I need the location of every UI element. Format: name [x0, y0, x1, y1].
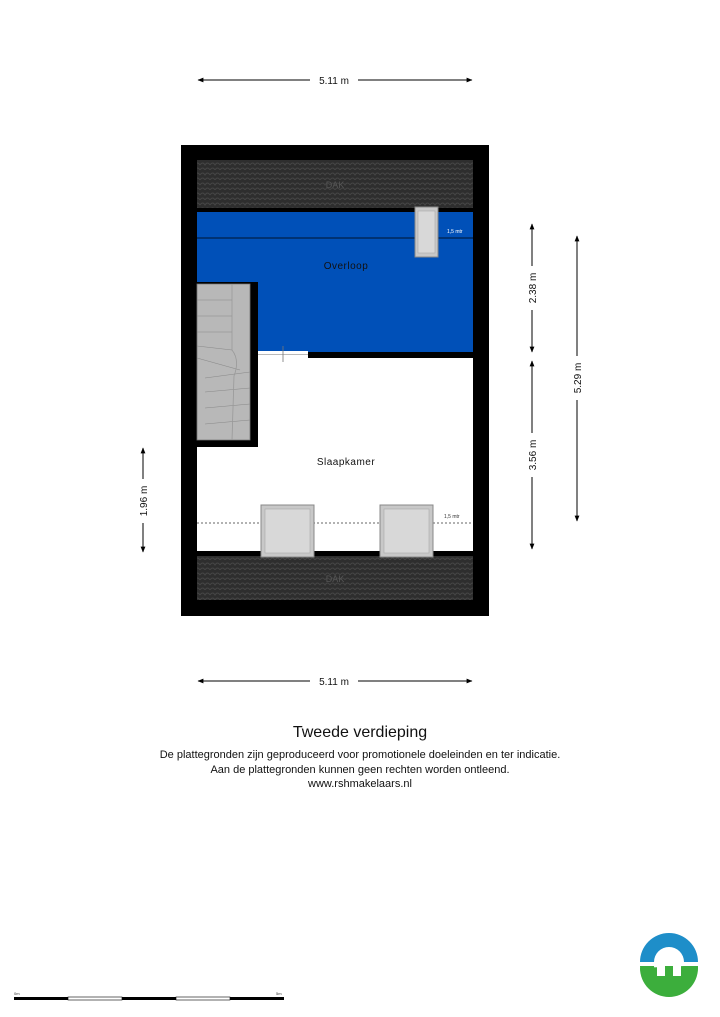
overloop-height-label: 1,5 mtr	[447, 229, 463, 235]
roof-label-bottom: DAK	[325, 574, 345, 584]
disclaimer-line-2: Aan de plattegronden kunnen geen rechten worden ontleend.	[210, 764, 510, 776]
scale-bar-end-label: 5m	[276, 991, 282, 996]
skylight-bedroom-left-pane	[265, 509, 310, 553]
dim-top-width-label: 5.11 m	[319, 76, 349, 87]
website-link[interactable]: www.rshmakelaars.nl	[308, 778, 412, 790]
dim-bottom-width-label: 5.11 m	[319, 677, 349, 688]
skylight-bedroom-right-pane	[384, 509, 429, 553]
house-logo-icon	[636, 932, 702, 998]
floor-title: Tweede verdieping	[292, 724, 428, 741]
dim-right-lower-label: 3.56 m	[528, 439, 539, 471]
scale-bar-start-label: 0m	[14, 991, 20, 996]
room-label-slaapkamer: Slaapkamer	[316, 457, 376, 468]
dim-right-upper-label: 2.38 m	[528, 272, 539, 304]
roof-label-top: DAK	[325, 180, 345, 190]
dim-left-height-label: 1.96 m	[139, 485, 150, 517]
scale-bar	[14, 997, 284, 1000]
skylight-overloop-pane	[418, 211, 435, 253]
room-label-overloop: Overloop	[323, 261, 369, 272]
slaapkamer-height-label: 1,5 mtr	[444, 514, 460, 520]
disclaimer-line-1: De plattegronden zijn geproduceerd voor promotionele doeleinden en ter indicatie.	[159, 749, 561, 761]
dim-right-total-label: 5.29 m	[573, 362, 584, 394]
staircase	[197, 284, 250, 440]
